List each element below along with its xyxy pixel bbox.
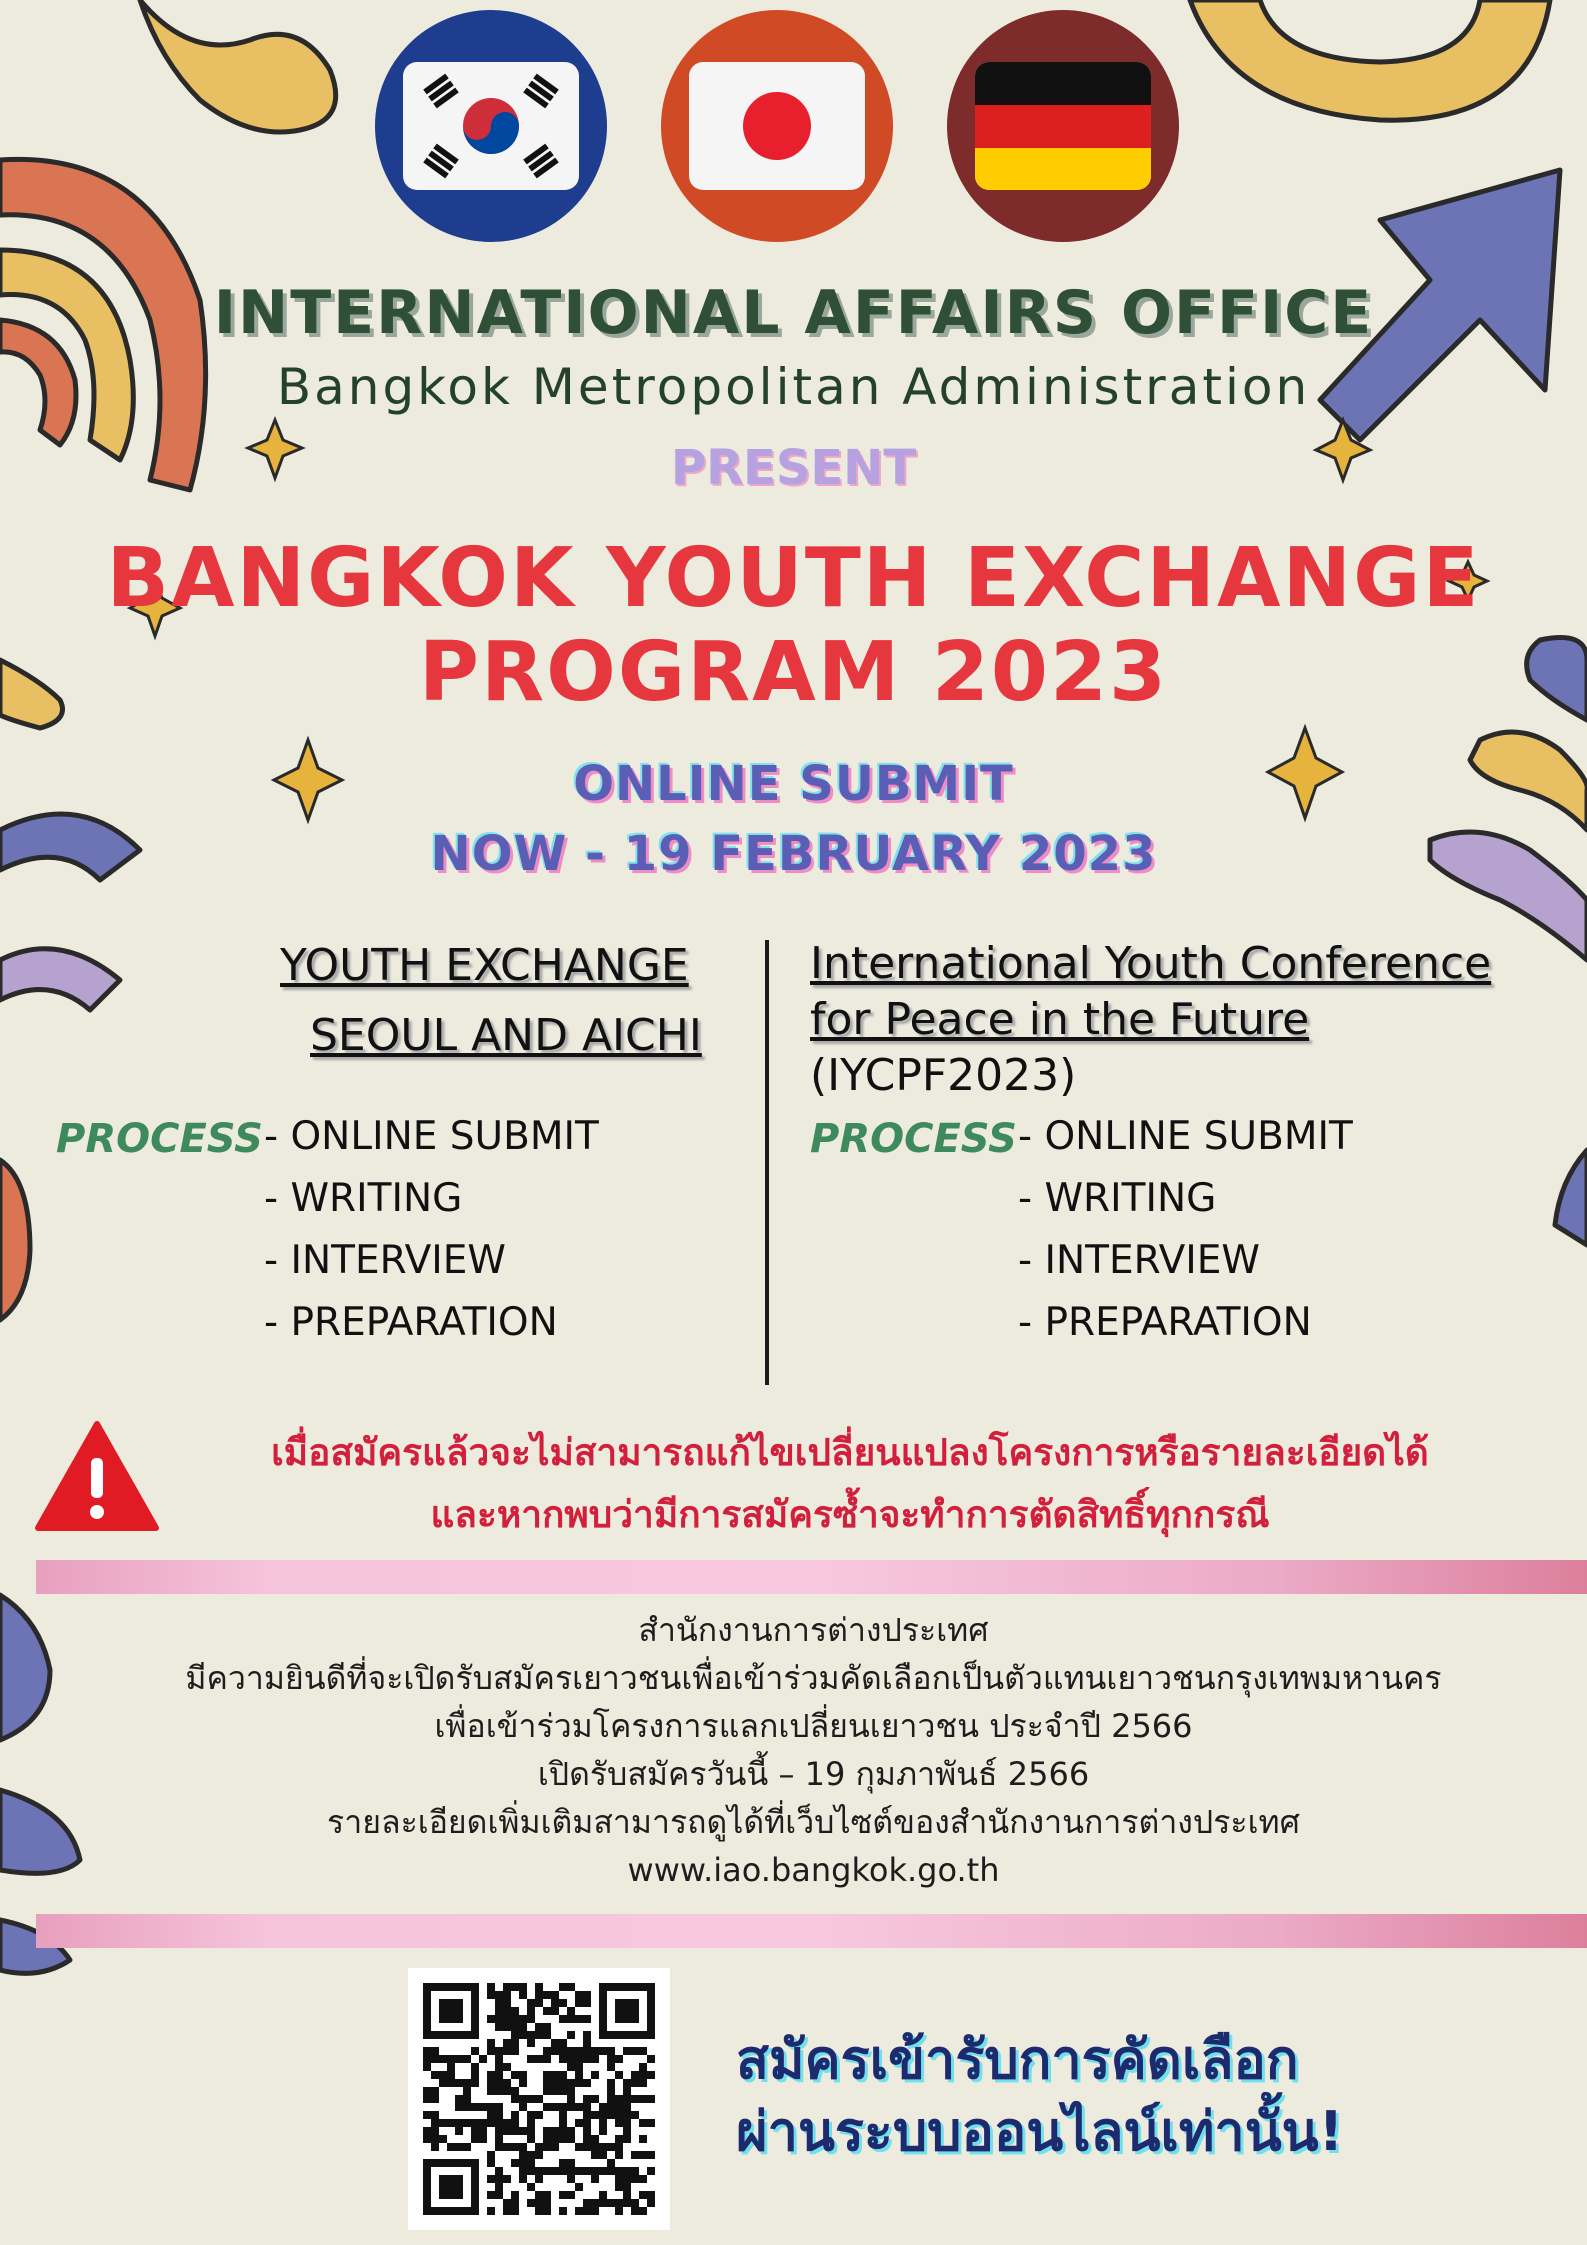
korea-flag-icon: [403, 62, 579, 190]
left-column-title-line1: YOUTH EXCHANGE: [280, 940, 689, 991]
left-process-steps: [264, 1114, 599, 1362]
japan-flag-circle: [661, 10, 893, 242]
warning-icon: [34, 1420, 160, 1532]
submit-deadline: NOW - 19 FEBRUARY 2023: [430, 826, 1157, 882]
left-purple-boomerang: [0, 949, 120, 1010]
website-link[interactable]: www.iao.bangkok.go.th: [627, 1851, 1000, 1889]
program-title: [0, 532, 1587, 720]
program-title-line2: PROGRAM 2023: [418, 625, 1169, 720]
right-process-label: PROCESS: [810, 1116, 1017, 1162]
present-label: PRESENT: [670, 440, 917, 496]
process-step: - WRITING: [264, 1176, 463, 1221]
korea-flag-circle: [375, 10, 607, 242]
right-blue-triangle: [1555, 1150, 1587, 1245]
online-submit-label: ONLINE SUBMIT: [573, 756, 1014, 812]
process-step: - PREPARATION: [264, 1300, 558, 1345]
call-to-action: [736, 2024, 1556, 2168]
right-column-title-line3: (IYCPF2023): [810, 1050, 1077, 1101]
process-step: - PREPARATION: [1018, 1300, 1312, 1345]
right-column-title-line2: for Peace in the Future: [810, 994, 1310, 1045]
left-column-title-line2: SEOUL AND AICHI: [310, 1010, 702, 1061]
germany-flag-circle: [947, 10, 1179, 242]
germany-flag-icon: [975, 62, 1151, 190]
program-title-line1: BANGKOK YOUTH EXCHANGE: [106, 531, 1481, 626]
info-line: มีความยินดีที่จะเปิดรับสมัครเยาวชนเพื่อเข้าร่วมคัดเลือกเป็นตัวแทนเยาวชนกรุงเทพมหานคร: [185, 1659, 1442, 1697]
divider-band-bottom: [36, 1914, 1587, 1948]
process-step: - INTERVIEW: [1018, 1238, 1260, 1283]
process-step: - WRITING: [1018, 1176, 1217, 1221]
left-process-label: PROCESS: [56, 1116, 263, 1162]
info-line: เปิดรับสมัครวันนี้ – 19 กุมภาพันธ์ 2566: [537, 1755, 1090, 1793]
process-step: - INTERVIEW: [264, 1238, 506, 1283]
info-block: [40, 1606, 1587, 1894]
right-process-steps: [1018, 1114, 1353, 1362]
warning-message: [160, 1422, 1540, 1546]
right-column-title-line1: International Youth Conference: [810, 938, 1492, 989]
left-orange-arch: [0, 1160, 30, 1320]
info-line: เพื่อเข้าร่วมโครงการแลกเปลี่ยนเยาวชน ประจำปี 2566: [434, 1707, 1193, 1745]
qr-code-image: [408, 1968, 670, 2230]
org-title: INTERNATIONAL AFFAIRS OFFICE: [213, 278, 1374, 348]
cta-line1: สมัครเข้ารับการคัดเลือก: [736, 2028, 1299, 2091]
org-subtitle: Bangkok Metropolitan Administration: [276, 358, 1311, 416]
qr-code[interactable]: [408, 1968, 670, 2230]
info-line: สำนักงานการต่างประเทศ: [638, 1611, 989, 1649]
right-column-title: [810, 936, 1491, 1104]
info-line: รายละเอียดเพิ่มเติมสามารถดูได้ที่เว็บไซต์ของสำนักงานการต่างประเทศ: [327, 1803, 1300, 1841]
yellow-ring-shape: [1190, 0, 1550, 120]
process-step: - ONLINE SUBMIT: [1018, 1114, 1353, 1159]
process-step: - ONLINE SUBMIT: [264, 1114, 599, 1159]
japan-flag-icon: [689, 62, 865, 190]
yellow-squiggle-shape: [140, 0, 336, 132]
warning-line2: และหากพบว่ามีการสมัครซ้ำจะทำการตัดสิทธิ์ทุกกรณี: [430, 1493, 1270, 1536]
cta-line2: ผ่านระบบออนไลน์เท่านั้น!: [736, 2100, 1344, 2163]
divider-band-top: [36, 1560, 1587, 1594]
warning-line1: เมื่อสมัครแล้วจะไม่สามารถแก้ไขเปลี่ยนแปลงโครงการหรือรายละเอียดได้: [271, 1431, 1429, 1474]
